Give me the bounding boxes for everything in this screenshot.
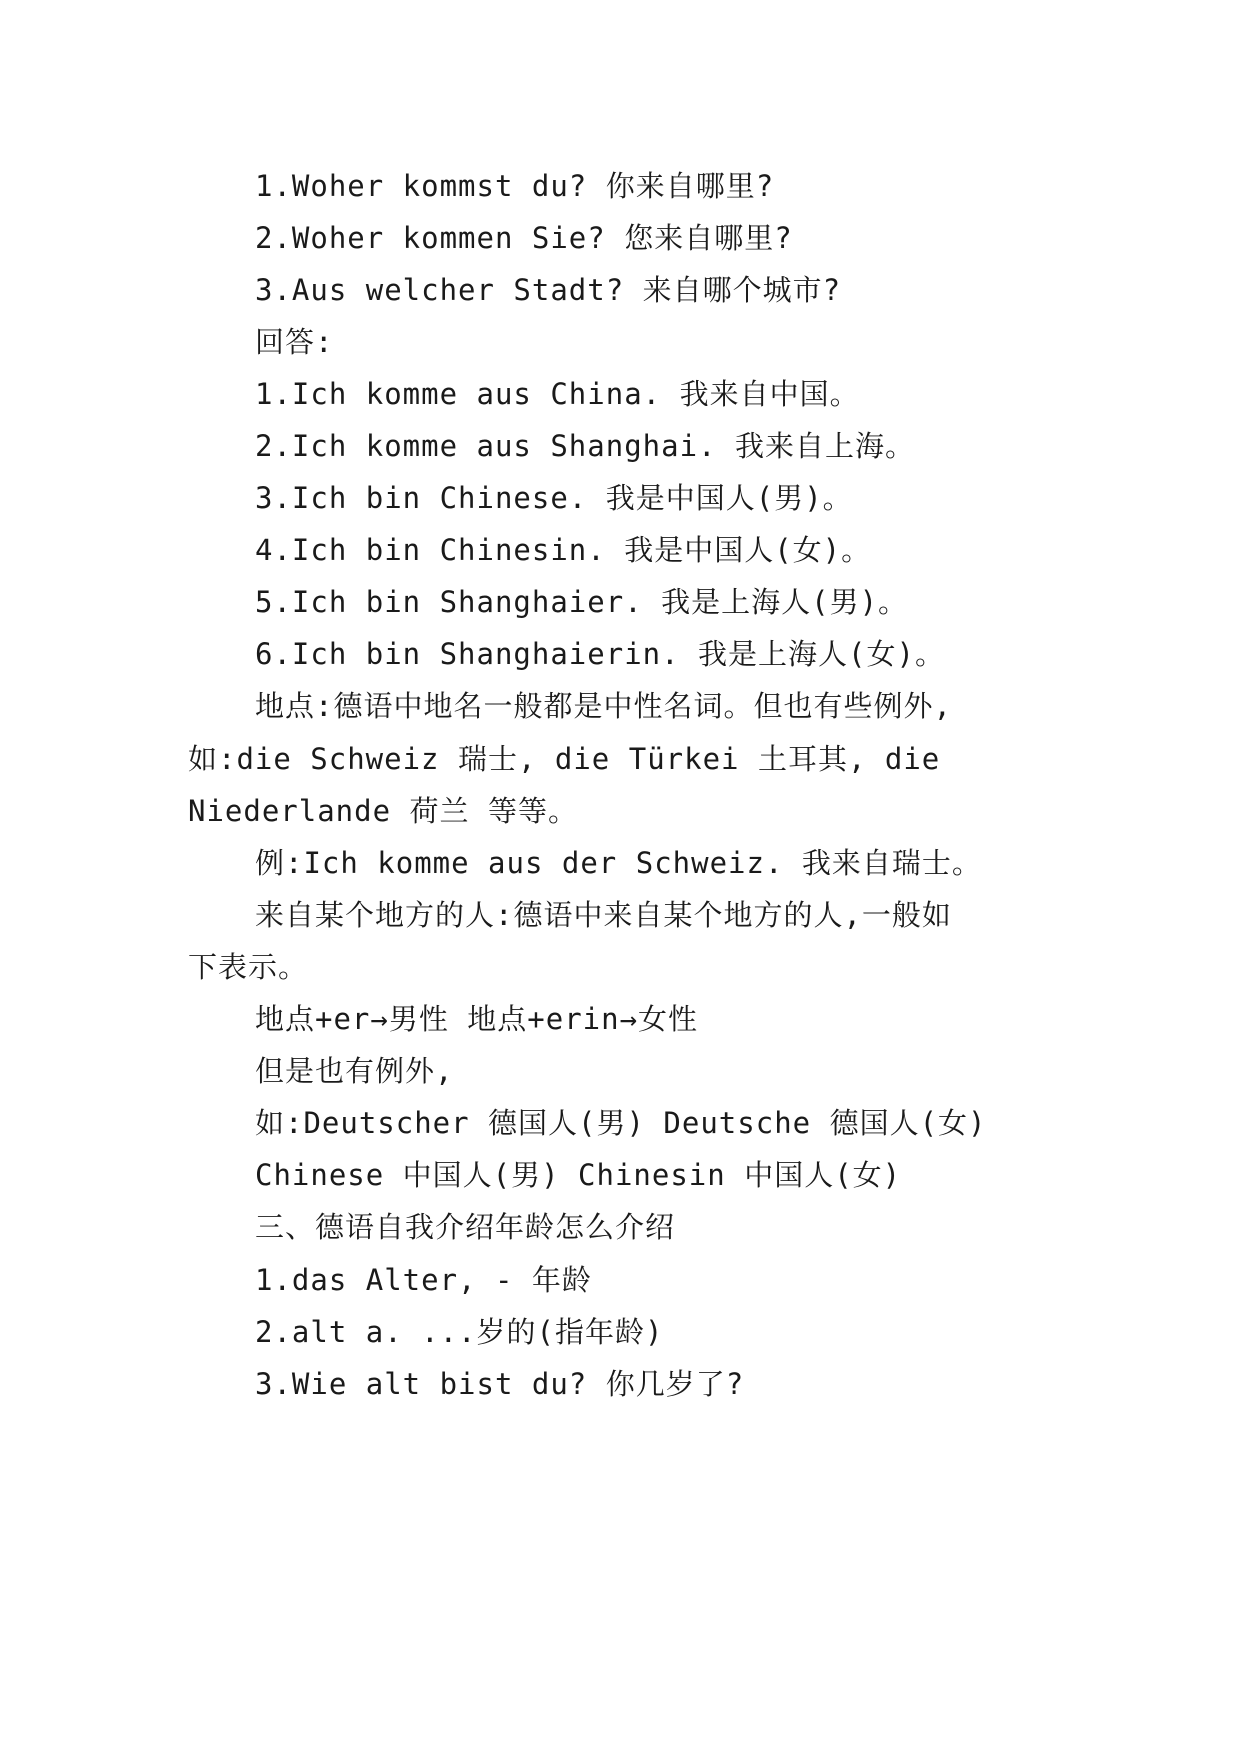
section-label: 回答: [255,325,334,359]
text-line: 但是也有例外, [255,1054,454,1088]
paragraph-line: 地点:德语中地名一般都是中性名词。但也有些例外, [255,689,952,723]
text-line: 3.Ich bin Chinese. 我是中国人(男)。 [255,481,853,515]
text-line: 2.Ich komme aus Shanghai. 我来自上海。 [255,429,915,463]
paragraph-line: 来自某个地方的人:德语中来自某个地方的人,一般如 [255,898,952,932]
text-line: 3.Aus welcher Stadt? 来自哪个城市? [255,273,842,307]
paragraph-line: 下表示。 [188,950,309,984]
text-line: 2.alt a. ...岁的(指年龄) [255,1315,664,1349]
paragraph-line: Niederlande 荷兰 等等。 [188,794,578,828]
section-heading: 三、德语自我介绍年龄怎么介绍 [255,1210,676,1244]
text-line: 1.Woher kommst du? 你来自哪里? [255,169,775,203]
text-line: 如:Deutscher 德国人(男) Deutsche 德国人(女) [255,1106,987,1140]
text-line: 3.Wie alt bist du? 你几岁了? [255,1367,745,1401]
text-line: 6.Ich bin Shanghaierin. 我是上海人(女)。 [255,637,945,671]
text-line: 4.Ich bin Chinesin. 我是中国人(女)。 [255,533,872,567]
text-line: Chinese 中国人(男) Chinesin 中国人(女) [255,1158,902,1192]
paragraph-line: 如:die Schweiz 瑞士, die Türkei 土耳其, die [188,742,941,776]
text-line: 2.Woher kommen Sie? 您来自哪里? [255,221,793,255]
example-line: 例:Ich komme aus der Schweiz. 我来自瑞士。 [255,846,982,880]
text-line: 1.Ich komme aus China. 我来自中国。 [255,377,860,411]
text-line: 5.Ich bin Shanghaier. 我是上海人(男)。 [255,585,909,619]
rule-line: 地点+er→男性 地点+erin→女性 [255,1002,699,1036]
text-line: 1.das Alter, - 年龄 [255,1263,592,1297]
